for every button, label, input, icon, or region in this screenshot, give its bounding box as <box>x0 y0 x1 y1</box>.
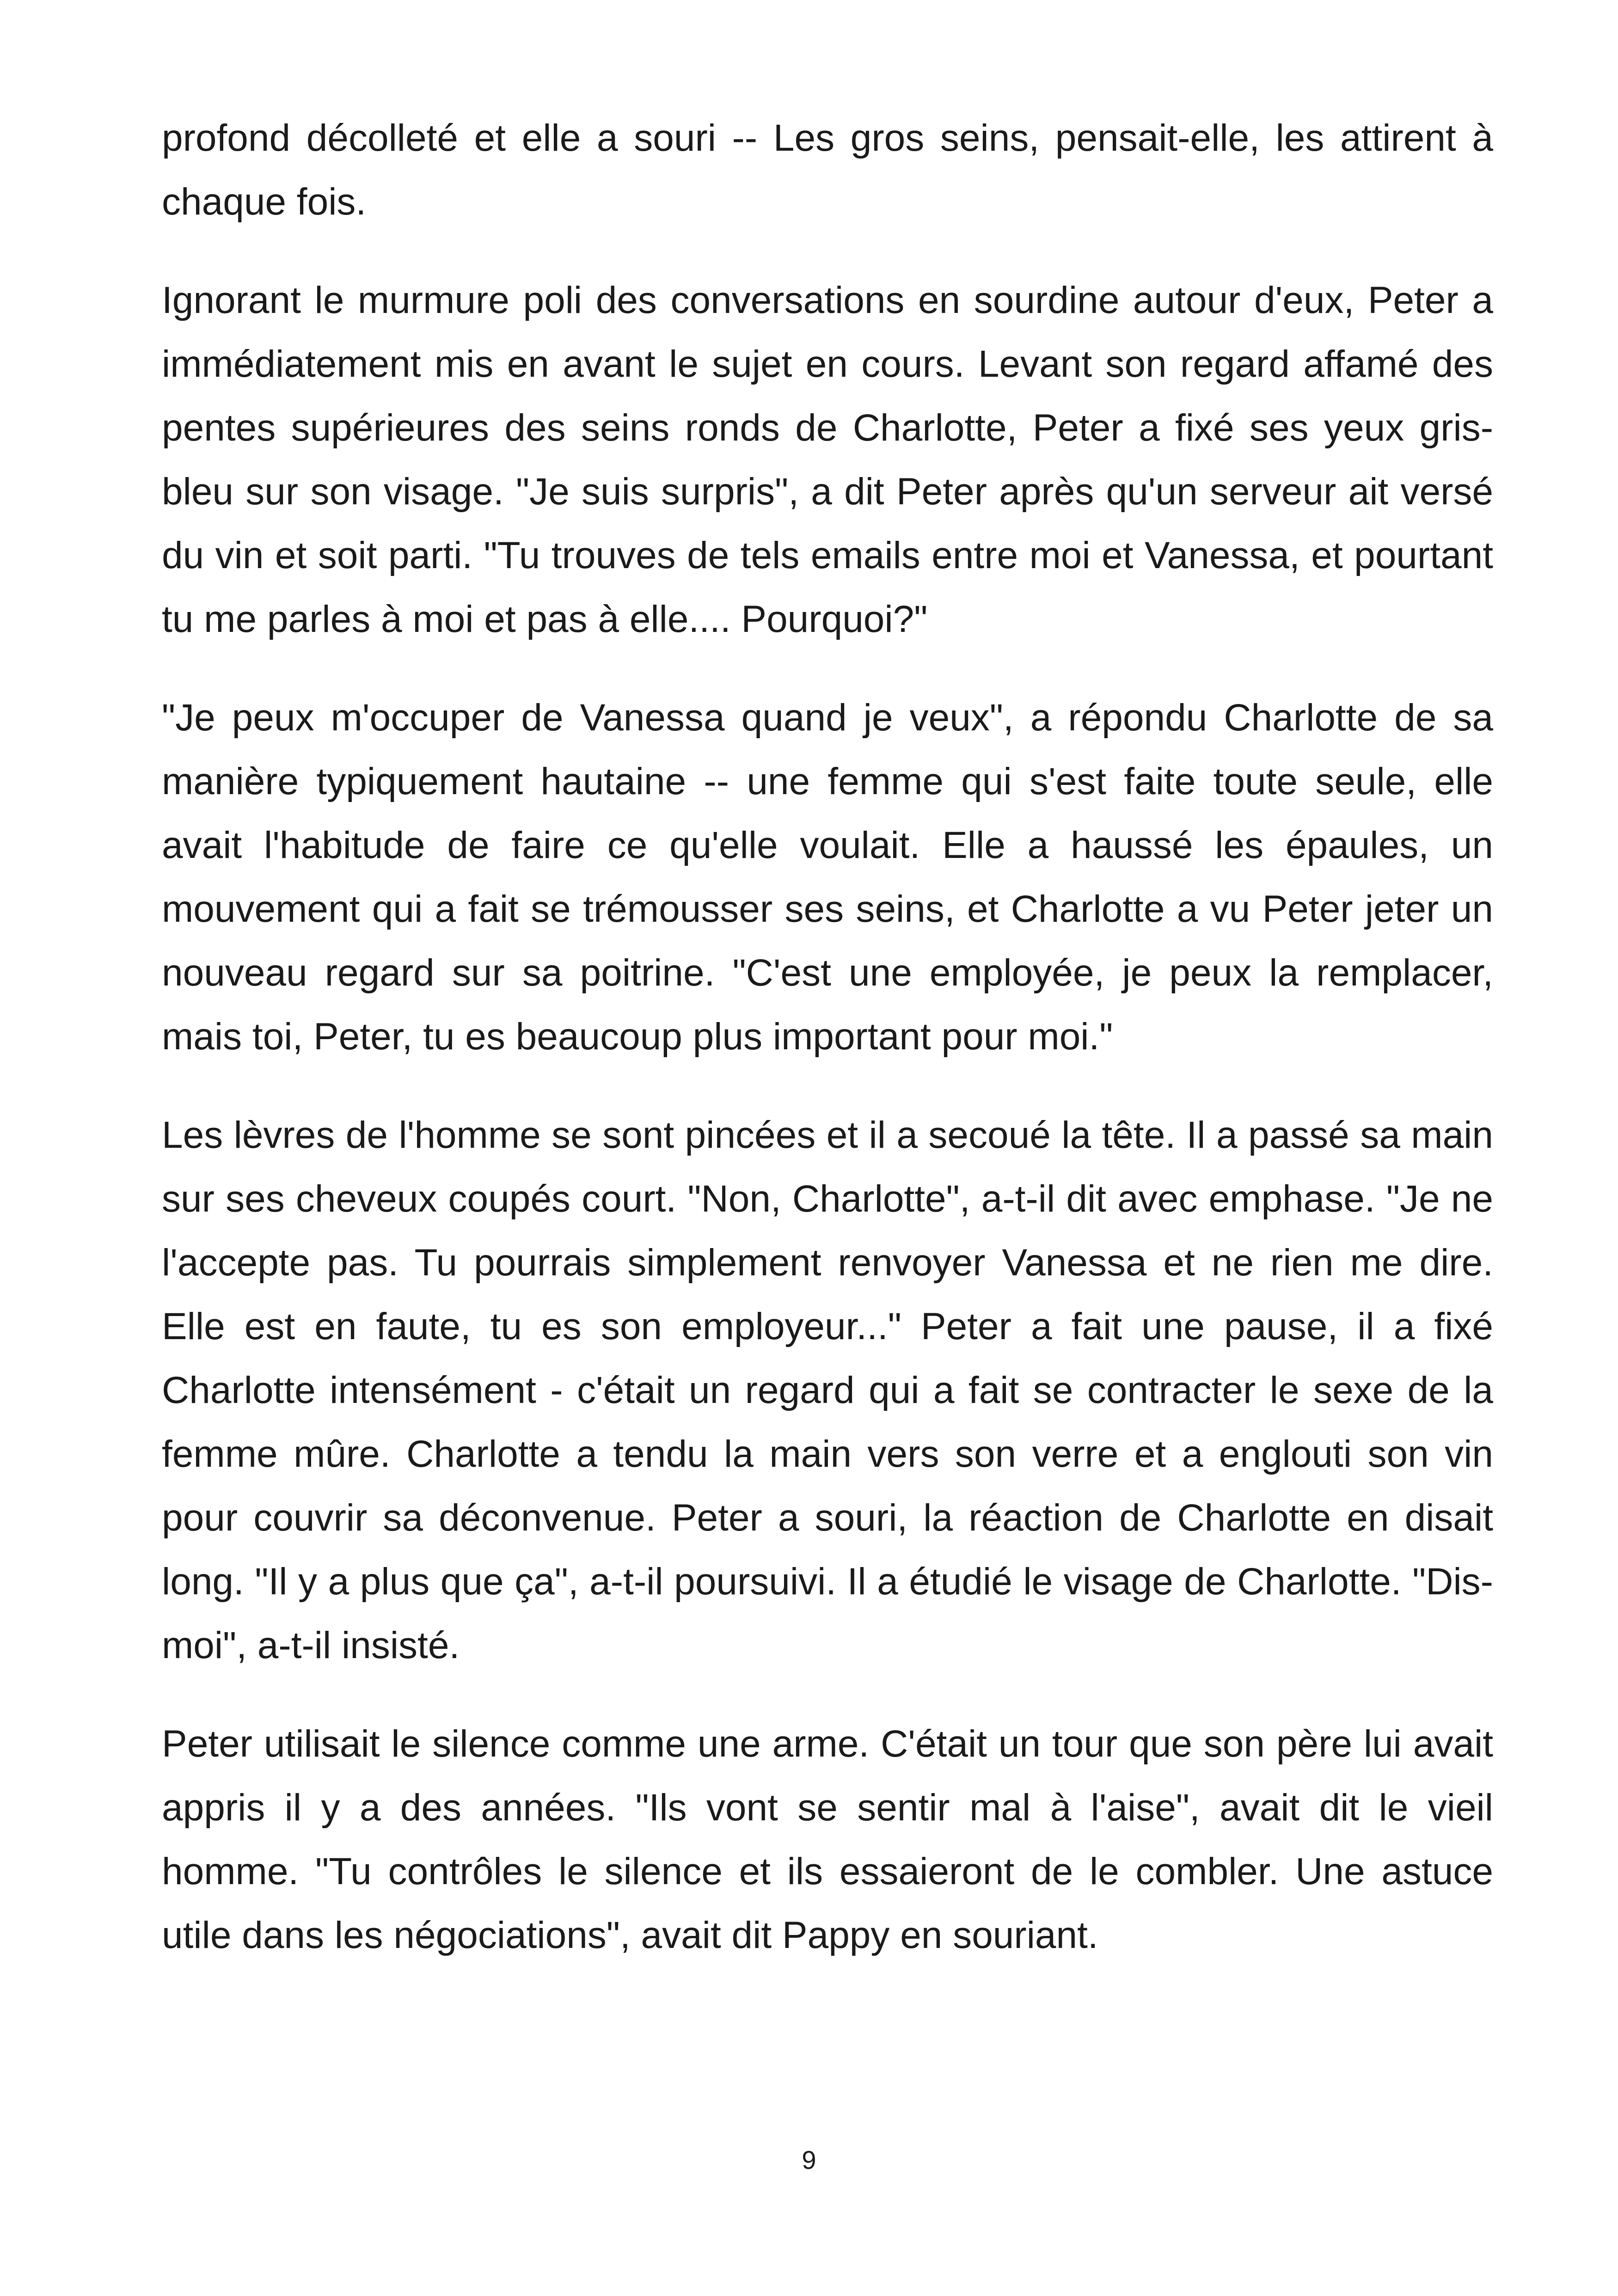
paragraph-2: Ignorant le murmure poli des conversations en sourdine autour d'eux, Peter a immédiatement mis en avant le sujet en cours. Levant son regard affamé des pentes supérieures des seins ronds de Charlotte, Peter a fixé ses yeux gris-bleu sur son visage. "Je suis surpris", a dit Peter après qu'un serveur ait versé du vin et soit parti. "Tu trouves de tels emails entre moi et Vanessa, et pourtant tu me parles à moi et pas à elle.... Pourquoi?" <box>162 279 1493 640</box>
paragraph-3: "Je peux m'occuper de Vanessa quand je veux", a répondu Charlotte de sa manière typiquement hautaine -- une femme qui s'est faite toute seule, elle avait l'habitude de faire ce qu'elle voulait. Elle a haussé les épaules, un mouvement qui a fait se trémousser ses seins, et Charlotte a vu Peter jeter un nouveau regard sur sa poitrine. "C'est une employée, je peux la remplacer, mais toi, Peter, tu es beaucoup plus important pour moi." <box>162 697 1493 1058</box>
paragraph-1: profond décolleté et elle a souri -- Les gros seins, pensait-elle, les attirent à chaque fois. <box>162 117 1493 223</box>
page-number: 9 <box>802 2145 816 2174</box>
page-body <box>162 106 1493 2002</box>
paragraph-4: Les lèvres de l'homme se sont pincées et il a secoué la tête. Il a passé sa main sur ses cheveux coupés court. "Non, Charlotte", a-t-il dit avec emphase. "Je ne l'accepte pas. Tu pourrais simplement renvoyer Vanessa et ne rien me dire. Elle est en faute, tu es son employeur..." Peter a fait une pause, il a fixé Charlotte intensément - c'était un regard qui a fait se contracter le sexe de la femme mûre. Charlotte a tendu la main vers son verre et a englouti son vin pour couvrir sa déconvenue. Peter a souri, la réaction de Charlotte en disait long. "Il y a plus que ça", a-t-il poursuivi. Il a étudié le visage de Charlotte. "Dis-moi", a-t-il insisté. <box>162 1114 1493 1666</box>
paragraph-5: Peter utilisait le silence comme une arme. C'était un tour que son père lui avait appris il y a des années. "Ils vont se sentir mal à l'aise", avait dit le vieil homme. "Tu contrôles le silence et ils essaieront de le combler. Une astuce utile dans les négociations", avait dit Pappy en souriant. <box>162 1723 1493 1956</box>
